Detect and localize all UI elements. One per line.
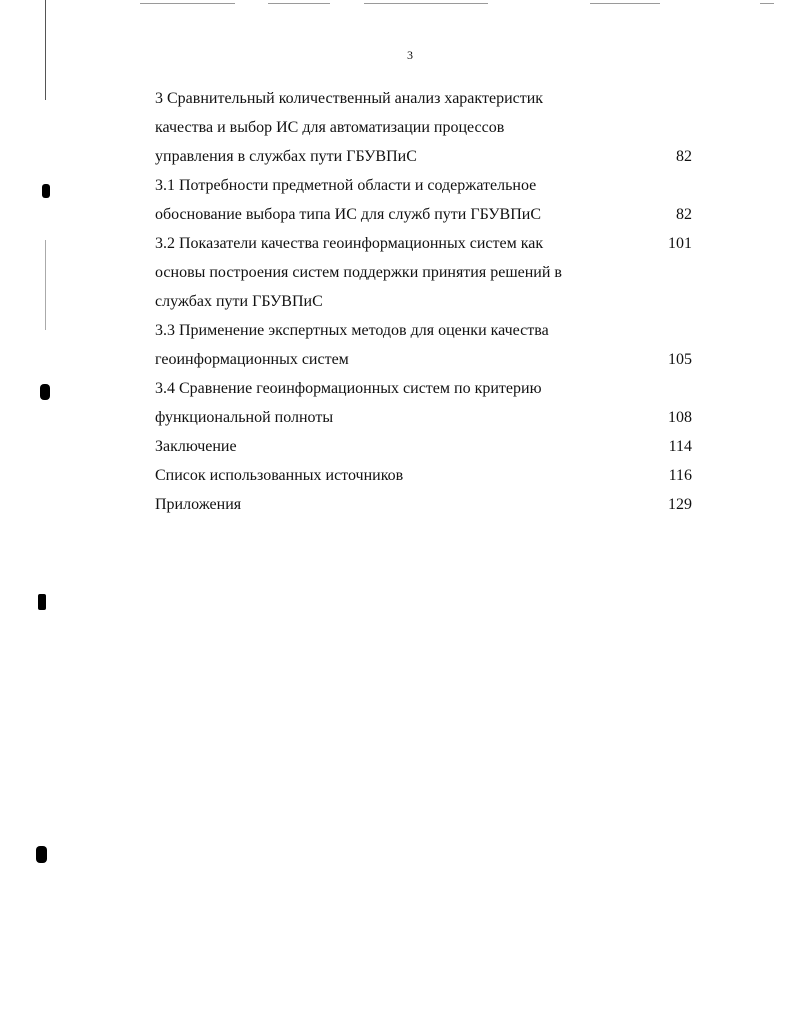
toc-entry-title: [155, 229, 632, 316]
punch-hole-mark: [42, 184, 50, 198]
punch-hole-mark: [40, 384, 50, 400]
toc-entry-page-number: 114: [668, 438, 692, 455]
page-number: 3: [407, 48, 413, 62]
toc-entry-title-line: качества и выбор ИС для автоматизации процессов: [155, 119, 505, 136]
toc-entry-page-number: 82: [676, 148, 692, 165]
scan-dash: [760, 3, 774, 4]
scan-dash: [268, 3, 330, 4]
toc-entry: [155, 461, 692, 490]
toc-entry-title-line: 3.1 Потребности предметной области и содержательное: [155, 177, 537, 194]
toc-entry-title-line: управления в службах пути ГБУВПиС: [155, 148, 417, 165]
toc-entry-title-line: основы построения систем поддержки принятия решений в: [155, 264, 562, 281]
toc-entry: [155, 432, 692, 461]
toc-entry-title-line: геоинформационных систем: [155, 351, 349, 368]
toc-entry: [155, 374, 692, 432]
toc-entry: [155, 490, 692, 519]
scan-dash: [140, 3, 235, 4]
toc-entry-title: [155, 316, 632, 374]
toc-entry-title: [155, 84, 632, 171]
toc-entry-title-line: 3.2 Показатели качества геоинформационных систем как: [155, 235, 544, 252]
toc-entry-title-line: Список использованных источников: [155, 467, 404, 484]
punch-hole-mark: [38, 594, 46, 610]
toc-entry-title-line: Приложения: [155, 496, 242, 513]
scan-dash: [364, 3, 488, 4]
toc-entry-title: [155, 490, 632, 519]
toc-entry-title: [155, 432, 632, 461]
scan-dash: [590, 3, 660, 4]
toc-entry-title-line: 3.3 Применение экспертных методов для оценки качества: [155, 322, 549, 339]
toc-entry-title: [155, 171, 632, 229]
toc-entry-page-number: 82: [676, 206, 692, 223]
toc-entry: [155, 316, 692, 374]
scan-artifact-top: [0, 0, 798, 10]
toc-entry-page-number: 108: [668, 409, 692, 426]
toc-entry-title-line: 3.4 Сравнение геоинформационных систем по критерию: [155, 380, 542, 397]
toc-entry-page-number: 116: [668, 467, 692, 484]
toc-entry-title-line: функциональной полноты: [155, 409, 334, 426]
toc-entry-title: [155, 461, 632, 490]
scan-edge-line: [45, 240, 46, 330]
toc-entry-title-line: Заключение: [155, 438, 237, 455]
toc-entry: [155, 84, 692, 171]
toc-entry: [155, 229, 692, 316]
toc-entry-page-number: 129: [668, 496, 692, 513]
toc-entry: [155, 171, 692, 229]
toc-entry-page-number: 105: [668, 351, 692, 368]
toc-entry-title: [155, 374, 632, 432]
toc-entry-title-line: обоснование выбора типа ИС для служб пути ГБУВПиС: [155, 206, 541, 223]
toc-entry-title-line: 3 Сравнительный количественный анализ характеристик: [155, 90, 544, 107]
table-of-contents: [155, 84, 692, 519]
toc-entry-title-line: службах пути ГБУВПиС: [155, 293, 323, 310]
toc-entry-page-number: 101: [668, 235, 692, 252]
punch-hole-mark: [36, 846, 47, 863]
